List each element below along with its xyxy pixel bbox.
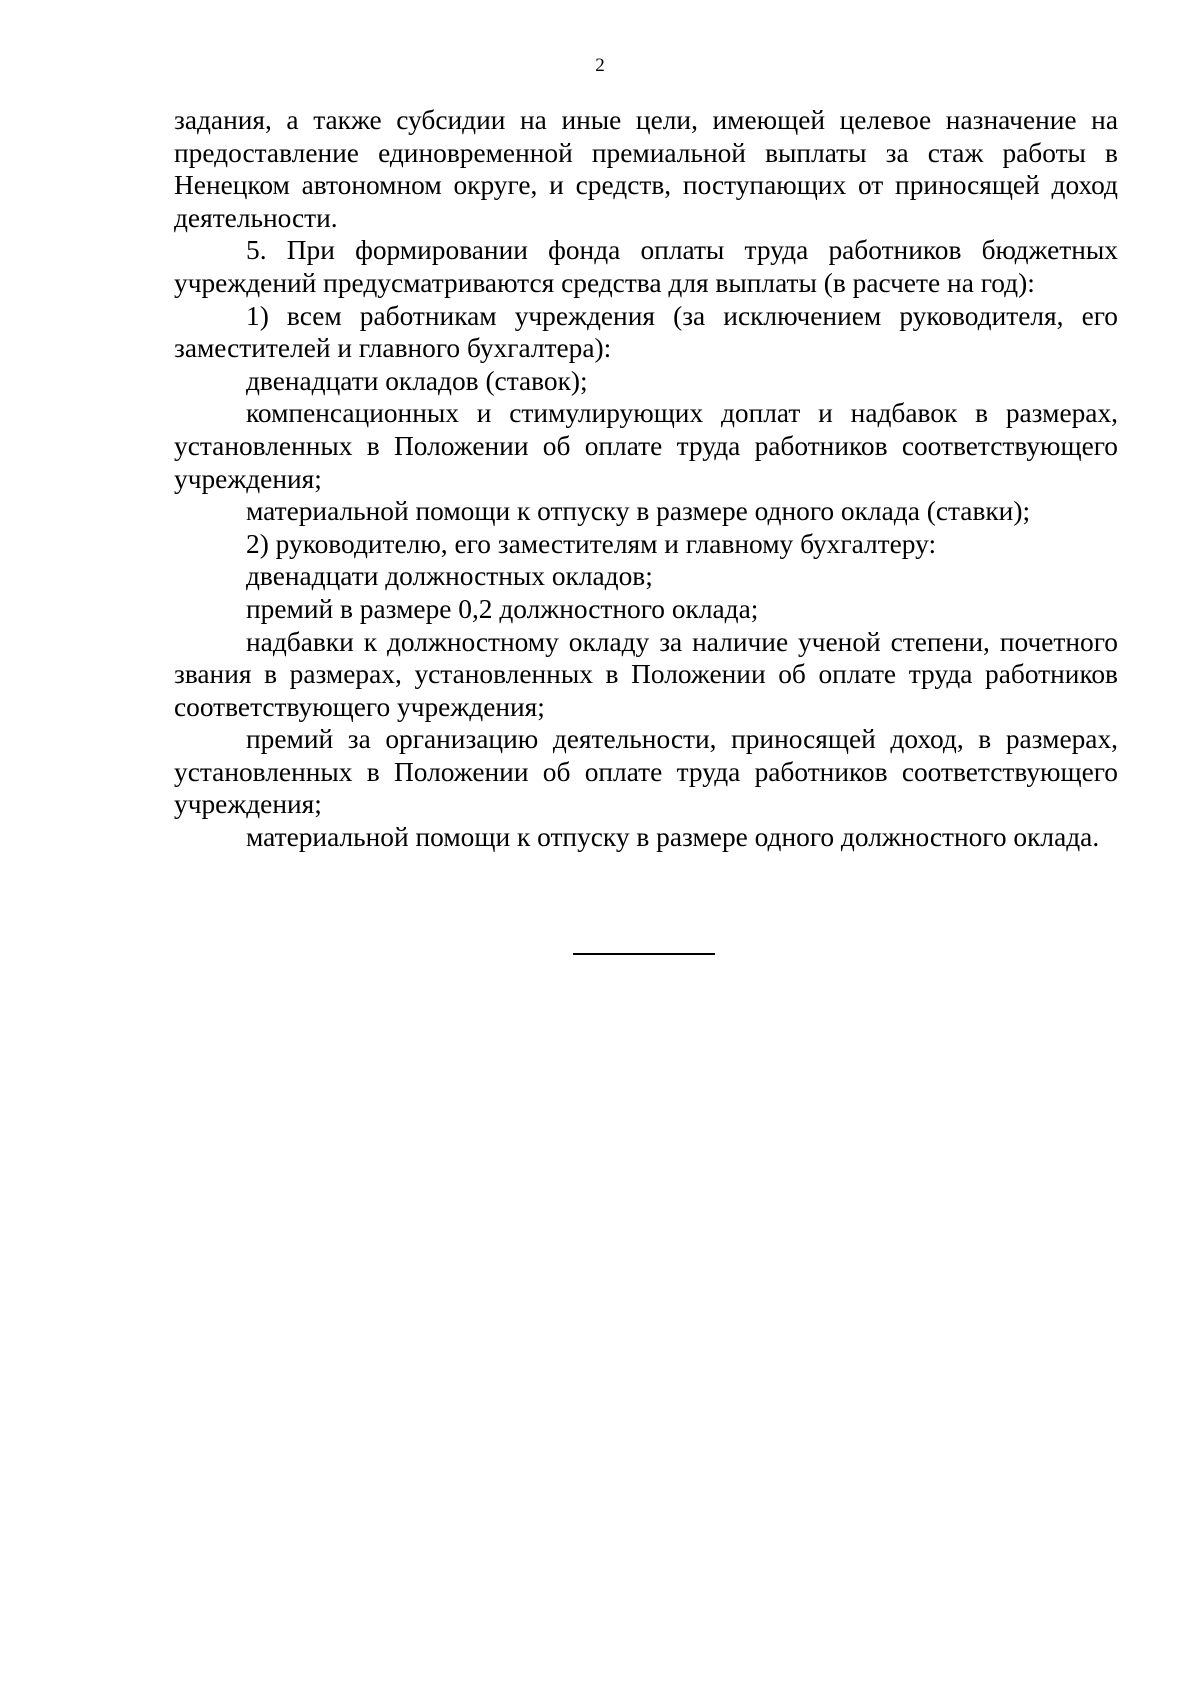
document-body bbox=[174, 104, 1118, 854]
paragraph-degree-allowance: надбавки к должностному окладу за наличие ученой степени, почетного звания в размерах, установленных в Положении об оплате труда работников соответствующего учреждения; bbox=[174, 626, 1118, 722]
paragraph-subitem-2: 2) руководителю, его заместителям и главному бухгалтеру: bbox=[246, 528, 937, 559]
paragraph-subitem-1: 1) всем работникам учреждения (за исключением руководителя, его заместителей и главного бухгалтера): bbox=[174, 300, 1118, 364]
paragraph-allowances: компенсационных и стимулирующих доплат и надбавок в размерах, установленных в Положении об оплате труда работников соответствующего учреждения; bbox=[174, 398, 1118, 494]
paragraph-official-vacation-aid: материальной помощи к отпуску в размере одного должностного оклада. bbox=[246, 822, 1100, 853]
page-number: 2 bbox=[595, 55, 605, 76]
paragraph-income-bonus: премий за организацию деятельности, приносящей доход, в размерах, установленных в Положении об оплате труда работников соответствующего учреждения; bbox=[174, 724, 1118, 820]
paragraph-continuation: задания, а также субсидии на иные цели, имеющей целевое назначение на предоставление единовременной премиальной выплаты за стаж работы в Ненецком автономном округе, и средств, поступающих от приносящей доход деятельности. bbox=[174, 105, 1118, 233]
paragraph-salaries: двенадцати окладов (ставок); bbox=[246, 365, 588, 396]
closing-divider bbox=[573, 953, 715, 955]
paragraph-vacation-aid: материальной помощи к отпуску в размере одного оклада (ставки); bbox=[246, 496, 1031, 527]
paragraph-official-salaries: двенадцати должностных окладов; bbox=[246, 561, 653, 592]
paragraph-item-5: 5. При формировании фонда оплаты труда работников бюджетных учреждений предусматриваются средства для выплаты (в расчете на год): bbox=[174, 235, 1118, 298]
paragraph-bonus: премий в размере 0,2 должностного оклада; bbox=[246, 593, 759, 624]
